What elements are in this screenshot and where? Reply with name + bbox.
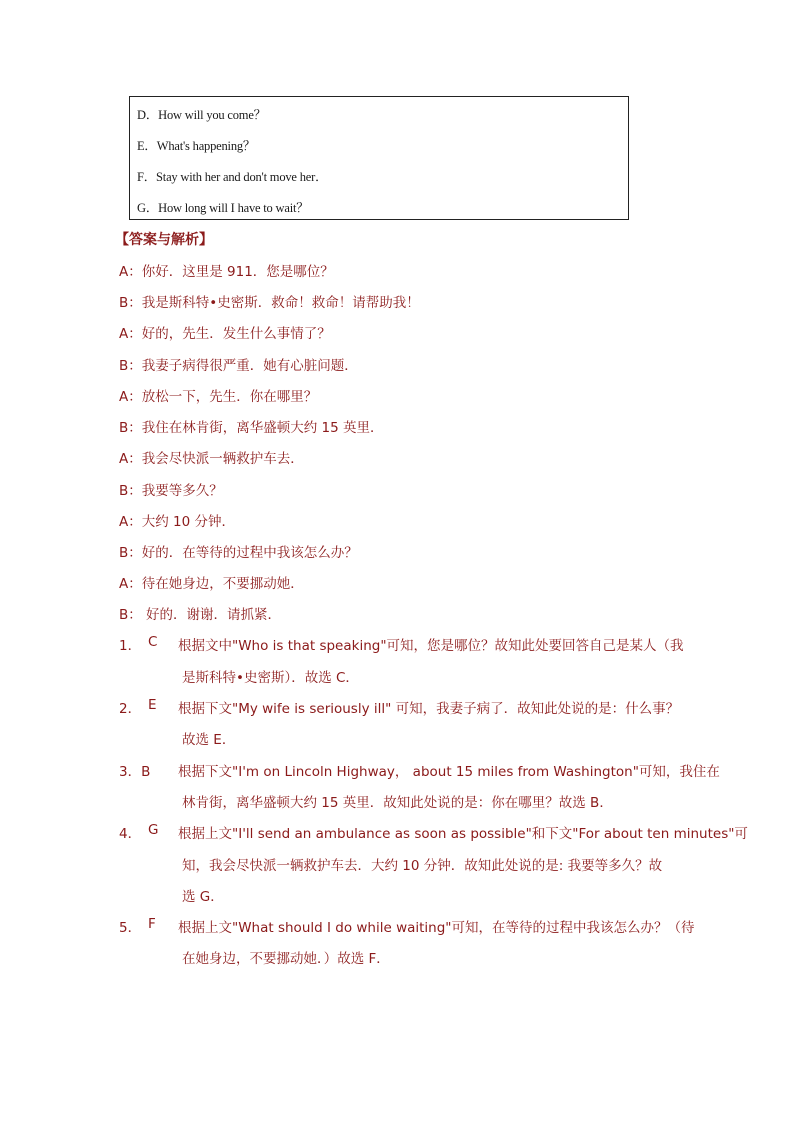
option-g: G．How long will I have to wait？: [137, 201, 309, 215]
answer-explanation-line: 是斯科特•史密斯）．故选 C．: [182, 670, 359, 686]
answer-explanation-line: 知，我会尽快派一辆救护车去．大约 10 分钟．故知此处说的是: 我要等多久？故: [182, 858, 663, 874]
options-box: [129, 96, 629, 220]
dialogue-line: A：待在她身边，不要挪动她．: [119, 576, 304, 592]
dialogue-line: B：好的．在等待的过程中我该怎么办？: [119, 545, 358, 561]
dialogue-line: B：我妻子病得很严重．她有心脏问题．: [119, 358, 358, 374]
answer-number: 3．B: [119, 764, 151, 780]
dialogue-line: A：我会尽快派一辆救护车去．: [119, 451, 304, 467]
dialogue-line: B： 好的．谢谢．请抓紧．: [119, 607, 282, 623]
option-d: D．How will you come？: [137, 108, 266, 122]
dialogue-line: A：大约 10 分钟．: [119, 514, 235, 530]
answer-explanation-line: 在她身边，不要挪动她．）故选 F．: [182, 951, 390, 967]
option-f: F．Stay with her and don't move her．: [137, 170, 328, 184]
dialogue-line: B：我住在林肯街，离华盛顿大约 15 英里．: [119, 420, 384, 436]
answer-letter: F: [148, 916, 156, 932]
answer-explanation-line: 根据上文"What should I do while waiting"可知，在等待的过程中我该怎么办？（待: [178, 920, 695, 936]
answer-letter: G: [148, 822, 159, 838]
answer-number: 1．: [119, 638, 142, 654]
answer-section-title: 【答案与解析】: [115, 232, 213, 248]
answer-explanation-line: 根据下文"I'm on Lincoln Highway， about 15 miles from Washington"可知，我住在: [178, 764, 720, 780]
answer-letter: E: [148, 697, 157, 713]
dialogue-line: A：好的，先生．发生什么事情了？: [119, 326, 331, 342]
answer-explanation-line: 故选 E．: [182, 732, 236, 748]
answer-explanation-line: 根据文中"Who is that speaking"可知，您是哪位？故知此处要回答自己是某人（我: [178, 638, 684, 654]
answer-explanation-line: 林肯街，离华盛顿大约 15 英里．故知此处说的是：你在哪里？故选 B．: [182, 795, 613, 811]
answer-explanation-line: 根据上文"I'll send an ambulance as soon as possible"和下文"For about ten minutes"可: [178, 826, 748, 842]
answer-letter: C: [148, 634, 158, 650]
dialogue-line: A：放松一下，先生．你在哪里？: [119, 389, 318, 405]
dialogue-line: A：你好．这里是 911．您是哪位？: [119, 264, 334, 280]
dialogue-line: B：我要等多久？: [119, 483, 223, 499]
answer-number: 5．: [119, 920, 142, 936]
option-e: E．What's happening？: [137, 139, 256, 153]
answer-number: 2．: [119, 701, 142, 717]
dialogue-line: B：我是斯科特•史密斯．救命！救命！请帮助我！: [119, 295, 420, 311]
answer-explanation-line: 选 G．: [182, 889, 224, 905]
answer-number: 4．: [119, 826, 142, 842]
answer-explanation-line: 根据下文"My wife is seriously ill" 可知，我妻子病了．故知此处说的是：什么事？: [178, 701, 680, 717]
